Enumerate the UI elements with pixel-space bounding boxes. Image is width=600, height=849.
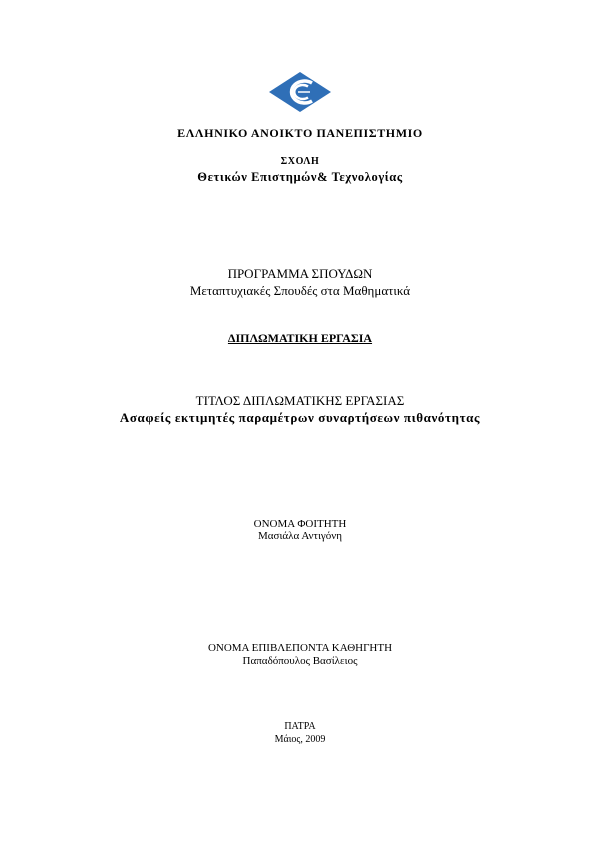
thesis-title: Ασαφείς εκτιμητές παραμέτρων συναρτήσεων πιθανότητας [119, 410, 481, 425]
thesis-title-label: ΤΙΤΛΟΣ ΔΙΠΛΩΜΑΤΙΚΗΣ ΕΡΓΑΣΙΑΣ [195, 393, 405, 408]
university-name: ΕΛΛΗΝΙΚΟ ΑΝΟΙΚΤΟ ΠΑΝΕΠΙΣΤΗΜΙΟ [177, 126, 423, 140]
university-emblem-icon [268, 71, 332, 113]
program-label: ΠΡΟΓΡΑΜΜΑ ΣΠΟΥΔΩΝ [227, 266, 373, 281]
city: ΠΑΤΡΑ [284, 721, 316, 732]
school-name: Θετικών Επιστημών& Τεχνολογίας [197, 170, 403, 184]
student-label: ΟΝΟΜΑ ΦΟΙΤΗΤΗ [253, 518, 347, 530]
thesis-type: ΔΙΠΛΩΜΑΤΙΚΗ ΕΡΓΑΣΙΑ [227, 331, 373, 345]
supervisor-name: Παπαδόπουλος Βασίλειος [242, 655, 358, 667]
date: Μάιος, 2009 [274, 734, 326, 745]
program-name: Μεταπτυχιακές Σπουδές στα Μαθηματικά [189, 283, 411, 298]
supervisor-label: ΟΝΟΜΑ ΕΠΙΒΛΕΠΟΝΤΑ ΚΑΘΗΓΗΤΗ [207, 642, 393, 654]
school-label: ΣΧΟΛΗ [280, 156, 320, 167]
student-name: Μασιάλα Αντιγόνη [257, 530, 342, 542]
